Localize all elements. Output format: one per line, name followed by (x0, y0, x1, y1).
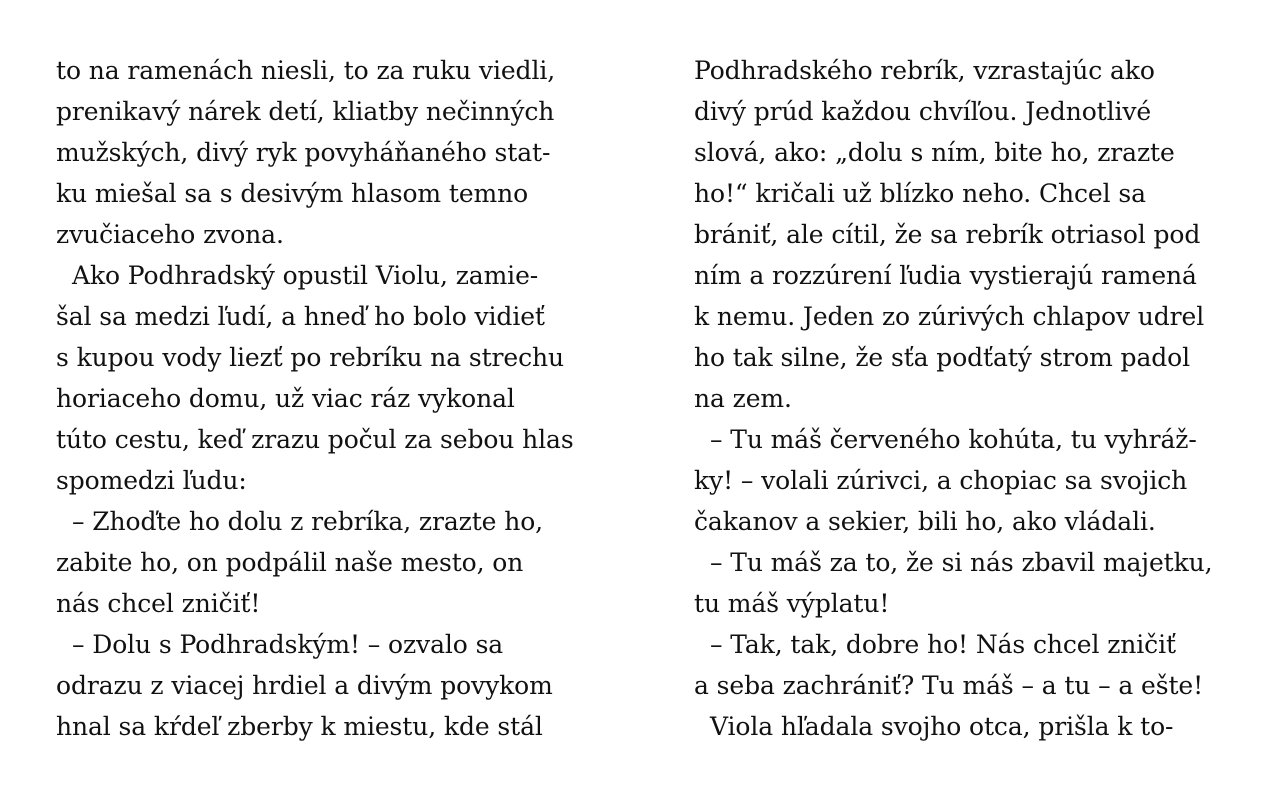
text-line: na zem. (694, 384, 792, 413)
text-line: prenikavý nárek detí, kliatby nečinných (56, 97, 555, 126)
text-line: Viola hľadala svojho otca, prišla k to- (710, 712, 1174, 741)
text-line: Ako Podhradský opustil Violu, zamie- (72, 261, 539, 290)
text-line: čakanov a sekier, bili ho, ako vládali. (694, 507, 1156, 536)
text-line: ho tak silne, že sťa podťatý strom padol (694, 343, 1191, 372)
text-line: hnal sa kŕdeľ zberby k miestu, kde stál (56, 712, 543, 741)
text-line: ho!“ kričali už blízko neho. Chcel sa (694, 179, 1146, 208)
text-line: – Dolu s Podhradským! – ozvalo sa (72, 630, 504, 659)
text-line: ním a rozzúrení ľudia vystierajú ramená (694, 261, 1197, 290)
text-line: – Zhoďte ho dolu z rebríka, zrazte ho, (72, 507, 544, 536)
text-line: nás chcel zničiť! (56, 589, 261, 618)
text-line: odrazu z viacej hrdiel a divým povykom (56, 671, 553, 700)
text-line: mužských, divý ryk povyháňaného stat- (56, 138, 551, 167)
right-page (694, 50, 1254, 770)
text-line: Podhradského rebrík, vzrastajúc ako (694, 56, 1155, 85)
text-line: a seba zachrániť? Tu máš – a tu – a ešte! (694, 671, 1204, 700)
text-line: – Tak, tak, dobre ho! Nás chcel zničiť (710, 630, 1176, 659)
text-line: k nemu. Jeden zo zúrivých chlapov udrel (694, 302, 1205, 331)
text-line: tu máš výplatu! (694, 589, 890, 618)
text-line: ku miešal sa s desivým hlasom temno (56, 179, 529, 208)
text-line: – Tu máš za to, že si nás zbavil majetku, (710, 548, 1213, 577)
text-line: to na ramenách niesli, to za ruku viedli, (56, 56, 556, 85)
left-page (56, 50, 616, 770)
text-line: slová, ako: „dolu s ním, bite ho, zrazte (694, 138, 1175, 167)
text-line: s kupou vody liezť po rebríku na strechu (56, 343, 564, 372)
text-line: ky! – volali zúrivci, a chopiac sa svojich (694, 466, 1188, 495)
text-line: spomedzi ľudu: (56, 466, 247, 495)
text-line: zabite ho, on podpálil naše mesto, on (56, 548, 524, 577)
text-line: brániť, ale cítil, že sa rebrík otriasol pod (694, 220, 1201, 249)
text-line: horiaceho domu, už viac ráz vykonal (56, 384, 515, 413)
text-line: – Tu máš červeného kohúta, tu vyhráž- (710, 425, 1197, 454)
text-line: túto cestu, keď zrazu počul za sebou hlas (56, 425, 574, 454)
text-line: zvučiaceho zvona. (56, 220, 284, 249)
text-line: divý prúd každou chvíľou. Jednotlivé (694, 97, 1152, 126)
text-line: šal sa medzi ľudí, a hneď ho bolo vidieť (56, 302, 545, 331)
